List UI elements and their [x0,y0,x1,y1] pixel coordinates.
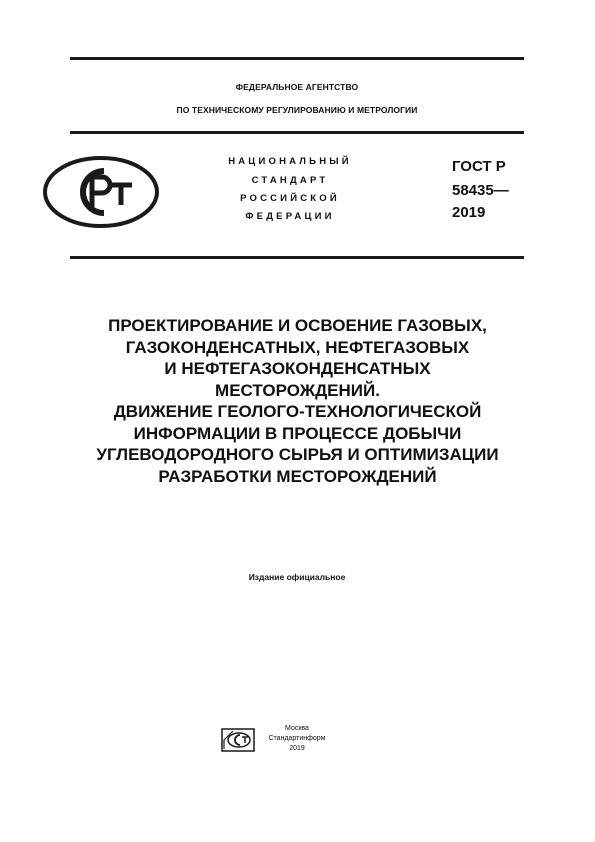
gost-number-line3: 2019 [452,204,486,221]
gost-number-line2: 58435— [452,182,509,199]
publisher-name: Стандартинформ [268,735,326,742]
title-line: ПРОЕКТИРОВАНИЕ И ОСВОЕНИЕ ГАЗОВЫХ, [108,316,487,335]
top-rule [70,57,524,60]
agency-name-line2: ПО ТЕХНИЧЕСКОМУ РЕГУЛИРОВАНИЮ И МЕТРОЛОГИИ [176,105,418,115]
standard-type-line4: ФЕДЕРАЦИИ [245,211,335,222]
title-line: УГЛЕВОДОРОДНОГО СЫРЬЯ И ОПТИМИЗАЦИИ [96,445,499,464]
title-line: РАЗРАБОТКИ МЕСТОРОЖДЕНИЙ [158,466,437,486]
gost-number-line1: ГОСТ Р [452,158,506,175]
title-line: ИНФОРМАЦИИ В ПРОЦЕССЕ ДОБЫЧИ [133,423,462,443]
agency-name-line1: ФЕДЕРАЛЬНОЕ АГЕНТСТВО [235,82,359,92]
rst-mark-icon [42,155,160,229]
title-line: ГАЗОКОНДЕНСАТНЫХ, НЕФТЕГАЗОВЫХ [125,337,470,357]
title-line: И НЕФТЕГАЗОКОНДЕНСАТНЫХ [164,359,431,378]
edition-label: Издание официальное [248,572,346,582]
publisher-block [262,724,332,754]
title-line: МЕСТОРОЖДЕНИЙ. [215,380,380,400]
document-title [40,315,555,487]
header-rule [70,131,524,134]
standard-type-line2: СТАНДАРТ [251,175,329,186]
publisher-year: 2019 [289,745,305,752]
middle-rule [70,256,524,259]
standard-type-line3: РОССИЙСКОЙ [240,193,340,204]
title-line: ДВИЖЕНИЕ ГЕОЛОГО-ТЕХНОЛОГИЧЕСКОЙ [113,402,482,421]
publisher-city: Москва [285,725,309,732]
standartinform-logo-icon [221,728,255,752]
standard-type-line1: НАЦИОНАЛЬНЫЙ [228,156,352,167]
